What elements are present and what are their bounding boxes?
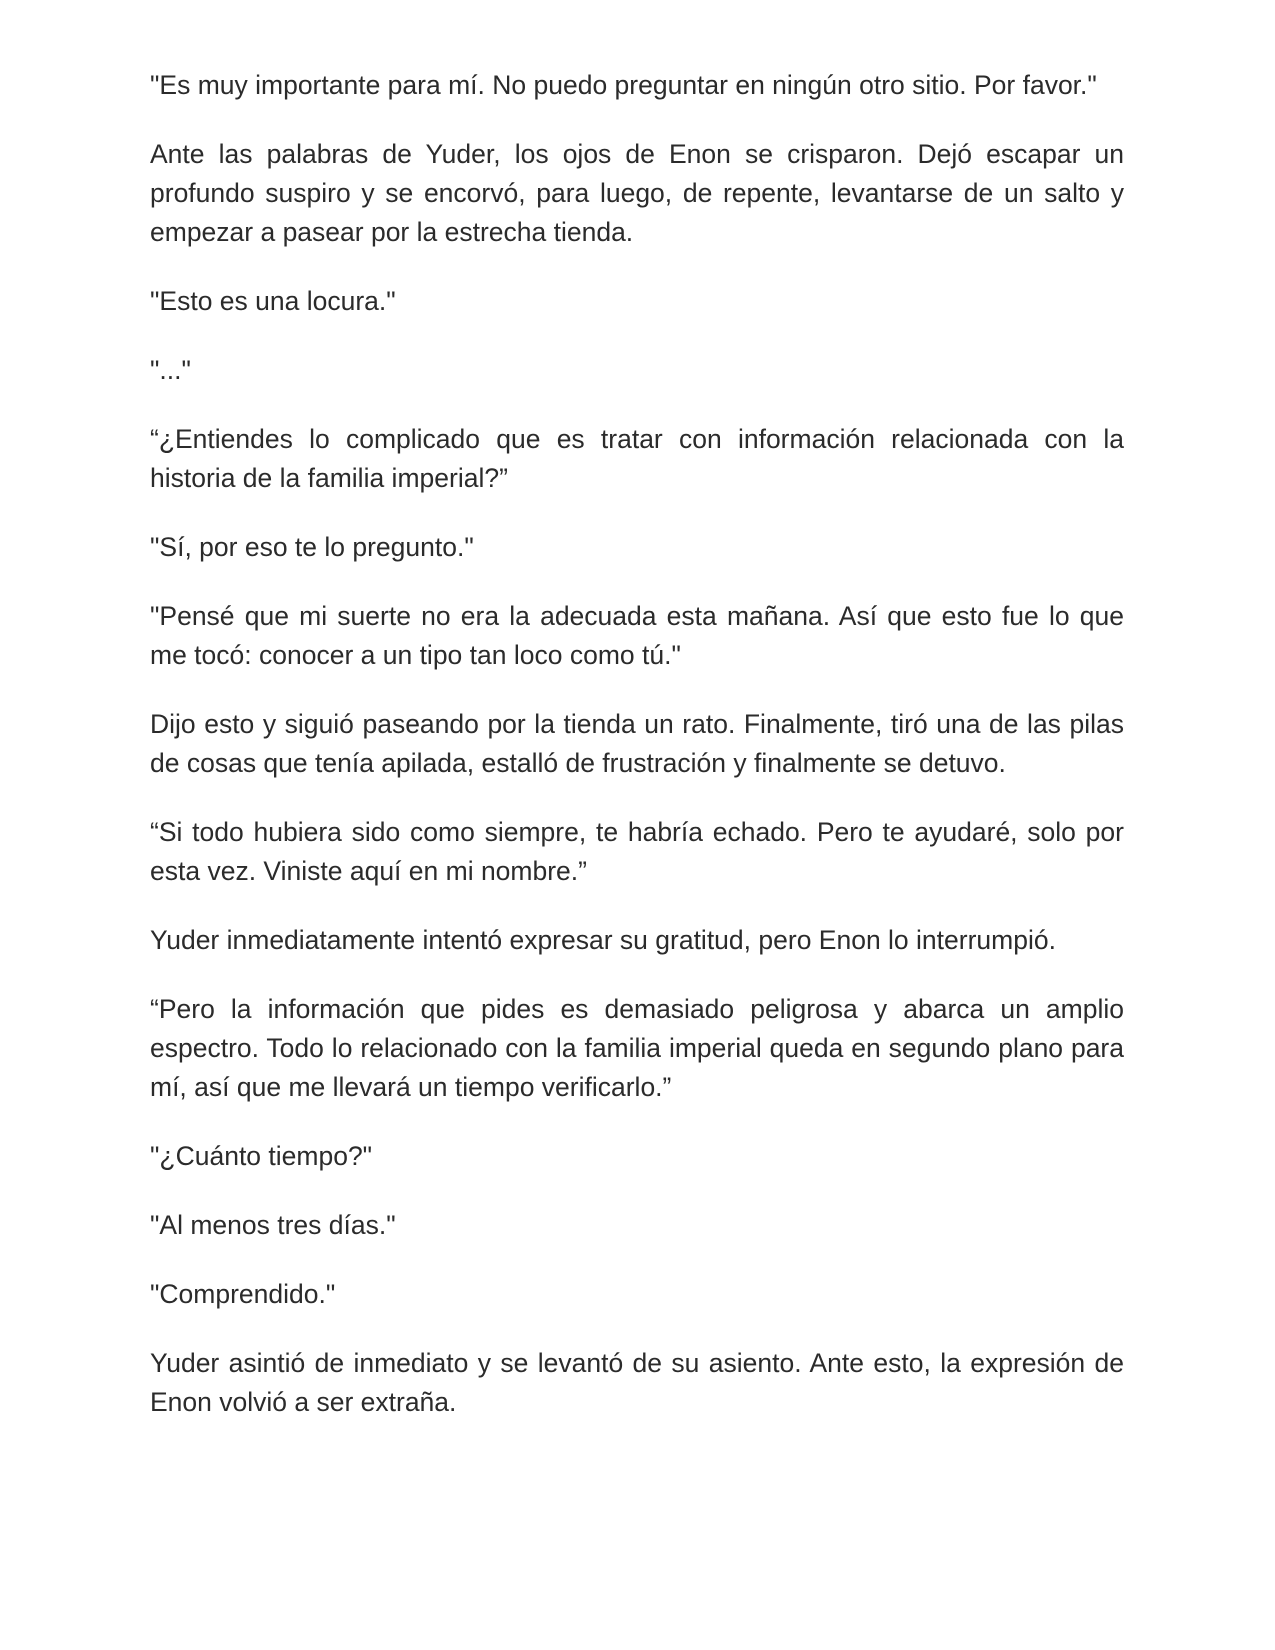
paragraph: Ante las palabras de Yuder, los ojos de Enon se crisparon. Dejó escapar un profundo suspiro y se encorvó, para luego, de repente, levantarse de un salto y empezar a pasear por la estrecha tienda.	[150, 139, 1124, 247]
paragraph: “Pero la información que pides es demasiado peligrosa y abarca un amplio espectro. Todo lo relacionado con la familia imperial queda en segundo plano para mí, así que me llevará un tiempo verificarlo.”	[150, 994, 1124, 1102]
paragraph: "Comprendido."	[150, 1279, 336, 1309]
paragraph: "¿Cuánto tiempo?"	[150, 1141, 373, 1171]
paragraph: "Esto es una locura."	[150, 286, 396, 316]
paragraph: “Si todo hubiera sido como siempre, te habría echado. Pero te ayudaré, solo por esta vez. Viniste aquí en mi nombre.”	[150, 817, 1124, 886]
paragraph: "Al menos tres días."	[150, 1210, 396, 1240]
paragraph: "Pensé que mi suerte no era la adecuada esta mañana. Así que esto fue lo que me tocó: conocer a un tipo tan loco como tú."	[150, 601, 1124, 670]
paragraph: Yuder inmediatamente intentó expresar su gratitud, pero Enon lo interrumpió.	[150, 925, 1056, 955]
paragraph: "Sí, por eso te lo pregunto."	[150, 532, 474, 562]
paragraph: Yuder asintió de inmediato y se levantó de su asiento. Ante esto, la expresión de Enon volvió a ser extraña.	[150, 1348, 1124, 1417]
document-page	[150, 66, 1124, 1422]
paragraph: "..."	[150, 355, 191, 385]
paragraph: "Es muy importante para mí. No puedo preguntar en ningún otro sitio. Por favor."	[150, 70, 1097, 100]
paragraph: Dijo esto y siguió paseando por la tienda un rato. Finalmente, tiró una de las pilas de cosas que tenía apilada, estalló de frustración y finalmente se detuvo.	[150, 709, 1124, 778]
paragraph: “¿Entiendes lo complicado que es tratar con información relacionada con la historia de la familia imperial?”	[150, 424, 1124, 493]
